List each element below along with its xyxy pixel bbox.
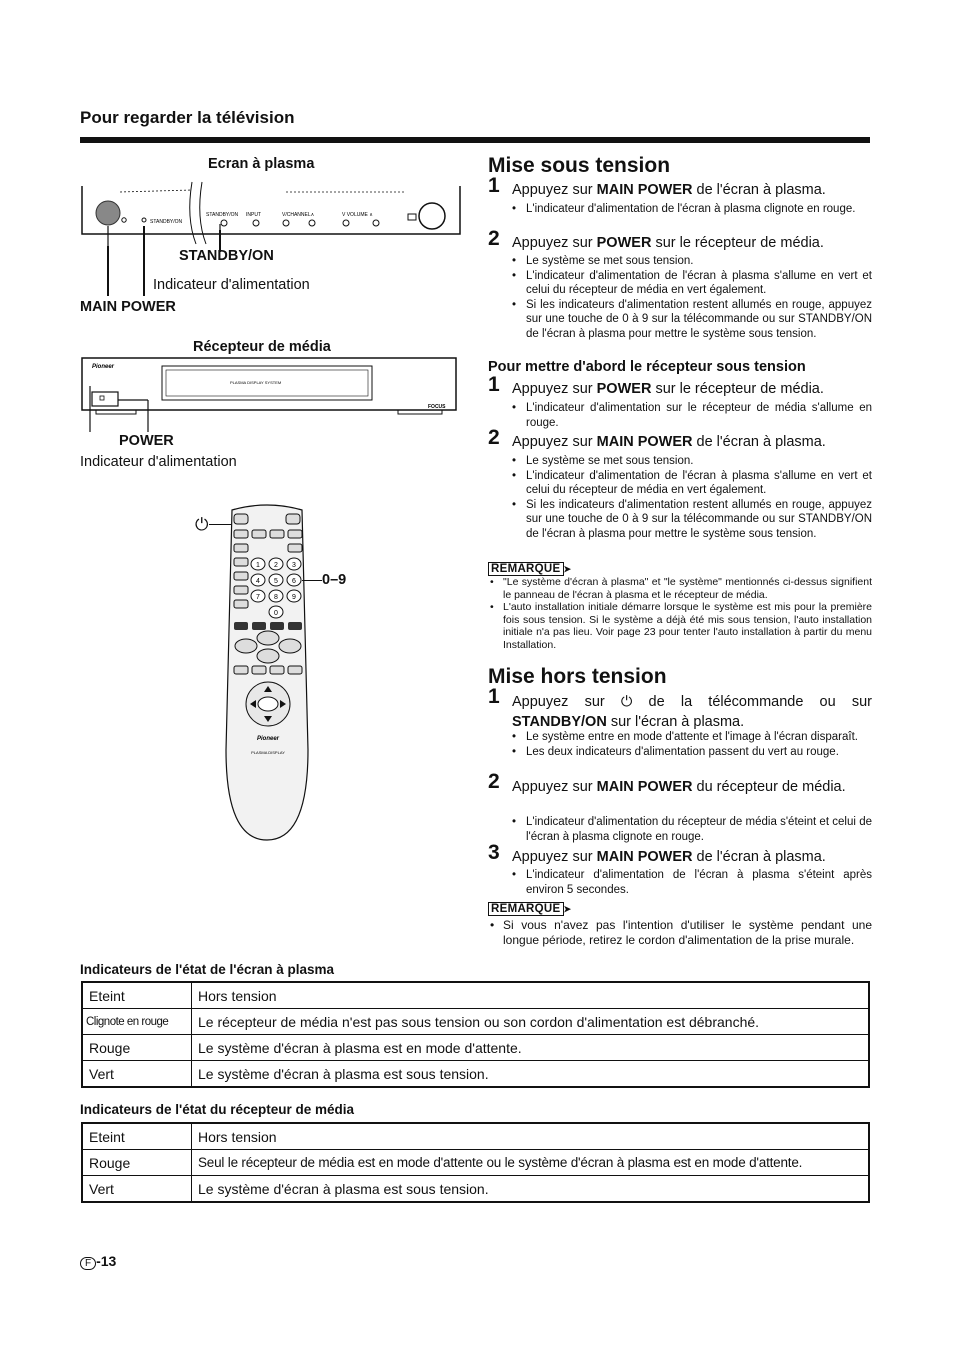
remote-key-2: 2	[274, 562, 278, 569]
mst-step-1: 1 Appuyez sur MAIN POWER de l'écran à plasma.	[488, 174, 826, 198]
table-row: Vert Le système d'écran à plasma est sous tension.	[82, 1176, 869, 1203]
table-row: Eteint Hors tension	[82, 982, 869, 1009]
mst-step2-bullets: • Le système se met sous tension. • L'indicateur d'alimentation de l'écran à plasma s'allume en vert et celui du récepteur de média en vert également. • Si les indicateurs d'alimentation restent allumés en rouge, appuyez sur une touche de 0 à 9 sur la télécommande ou sur STANDBY/ON de l'écran à plasma pour mettre le système sous tension.	[508, 254, 872, 341]
receiver-brand: Pioneer	[92, 364, 115, 370]
table-plasma	[81, 981, 870, 1088]
rf-step2-bullets: • Le système se met sous tension. • L'indicateur d'alimentation de l'écran à plasma s'allume en vert et celui du récepteur de média en vert également. • Si les indicateurs d'alimentation restent allumés en rouge, appuyez sur une touche de 0 à 9 sur la télécommande ou sur STANDBY/ON de l'écran à plasma pour mettre le système sous tension.	[508, 454, 872, 541]
table-row: Vert Le système d'écran à plasma est sous tension.	[82, 1061, 869, 1088]
standby-on-label: STANDBY/ON	[179, 248, 274, 264]
main-power-leader	[107, 246, 109, 296]
power-symbol-icon: ⏻	[620, 694, 633, 710]
remote-digits-label: 0–9	[322, 572, 347, 588]
section-header: Pour regarder la télévision	[80, 108, 295, 127]
remote-key-6: 6	[292, 578, 296, 585]
mht-step-3: 3 Appuyez sur MAIN POWER de l'écran à plasma.	[488, 841, 826, 865]
indicator-leader	[143, 226, 145, 296]
remote-power-symbol: ⏻	[195, 515, 209, 534]
media-receiver-illustration	[80, 356, 460, 432]
table-row: Rouge Seul le récepteur de média est en mode d'attente ou le système d'écran à plasma est en mode d'attente.	[82, 1150, 869, 1176]
mise-hors-tension-title: Mise hors tension	[488, 665, 667, 688]
panel-input-text: INPUT	[246, 212, 261, 218]
indicator-label-2: Indicateur d'alimentation	[80, 454, 237, 470]
panel-standby2-text: STANDBY/ON	[206, 212, 239, 218]
indicator-label-1: Indicateur d'alimentation	[153, 277, 310, 293]
table-recepteur	[81, 1122, 870, 1203]
main-power-label: MAIN POWER	[80, 299, 176, 315]
remote-control-illustration	[222, 500, 312, 845]
remote-key-9: 9	[292, 594, 296, 601]
remote-key-4: 4	[256, 578, 260, 585]
rf-step1-bullets: • L'indicateur d'alimentation sur le récepteur de média s'allume en rouge.	[508, 401, 872, 430]
mht-step-1: 1 Appuyez sur ⏻ de la télécommande ou sur STANDBY/ON sur l'écran à plasma.	[488, 685, 872, 730]
remote-key-8: 8	[274, 594, 278, 601]
mht-step-2: 2 Appuyez sur MAIN POWER du récepteur de média.	[488, 770, 846, 795]
plasma-label: Ecran à plasma	[208, 156, 315, 172]
panel-standby-text: STANDBY/ON	[150, 219, 183, 225]
page-number: F -13	[80, 1253, 116, 1270]
table-row: Clignote en rouge Le récepteur de média n'est pas sous tension ou son cordon d'alimentation est débranché.	[82, 1009, 869, 1035]
remote-key-5: 5	[274, 578, 278, 585]
remarque-2-label: REMARQUE ➤	[488, 903, 571, 915]
rf-step-2: 2 Appuyez sur MAIN POWER de l'écran à plasma.	[488, 426, 826, 450]
mst-step-2: 2 Appuyez sur POWER sur le récepteur de média.	[488, 227, 824, 251]
mht-step2-bullets: • L'indicateur d'alimentation du récepteur de média s'éteint et celui de l'écran à plasma clignote en rouge.	[508, 815, 872, 844]
remote-digits-leader	[302, 580, 322, 581]
table-plasma-title: Indicateurs de l'état de l'écran à plasma	[80, 962, 335, 977]
mht-step3-bullets: • L'indicateur d'alimentation de l'écran à plasma s'éteint après environ 5 secondes.	[508, 868, 872, 897]
panel-channel-text: V/CHANNEL∧	[282, 212, 315, 218]
rf-step-1: 1 Appuyez sur POWER sur le récepteur de média.	[488, 373, 824, 397]
remote-key-7: 7	[256, 594, 260, 601]
mst-step1-bullets: • L'indicateur d'alimentation de l'écran à plasma clignote en rouge.	[508, 202, 872, 217]
panel-volume-text: V VOLUME ∧	[342, 212, 373, 218]
table-recepteur-title: Indicateurs de l'état du récepteur de média	[80, 1102, 355, 1117]
remote-key-1: 1	[256, 562, 260, 569]
remote-key-0: 0	[274, 610, 278, 617]
mise-sous-tension-title: Mise sous tension	[488, 154, 671, 177]
remote-model: PLASMA DISPLAY	[251, 750, 285, 755]
plasma-panel-illustration	[80, 178, 462, 246]
power-label: POWER	[119, 433, 174, 449]
remarque-2-notes: • Si vous n'avez pas l'intention d'utiliser le système pendant une longue période, retirez le cordon d'alimentation de la prise murale.	[488, 918, 872, 947]
remote-key-3: 3	[292, 562, 296, 569]
remarque-1-notes: • "Le système d'écran à plasma" et "le système" mentionnés ci-dessus signifient le panneau de l'écran à plasma et le récepteur de média. • L'auto installation initiale démarre lorsque le système est mis pour la première fois sous tension. Si le système a déjà été mis sous tension, l'auto installation initiale n'a pas lieu. Voir page 23 pour tenter l'auto installation à partir du menu Installation.	[488, 576, 872, 651]
receiver-focus: FOCUS	[428, 404, 446, 410]
recepteur-first-title: Pour mettre d'abord le récepteur sous tension	[488, 359, 806, 375]
receiver-model-line: PLASMA DISPLAY SYSTEM	[230, 380, 282, 385]
remarque-1-label: REMARQUE ➤	[488, 563, 571, 575]
table-row: Eteint Hors tension	[82, 1123, 869, 1150]
receiver-label: Récepteur de média	[193, 339, 331, 355]
mht-step1-bullets: • Le système entre en mode d'attente et l'image à l'écran disparaît. • Les deux indicateurs d'alimentation passent du vert au rouge.	[508, 730, 872, 759]
header-rule	[80, 137, 870, 143]
remote-brand: Pioneer	[256, 736, 280, 742]
table-row: Rouge Le système d'écran à plasma est en mode d'attente.	[82, 1035, 869, 1061]
